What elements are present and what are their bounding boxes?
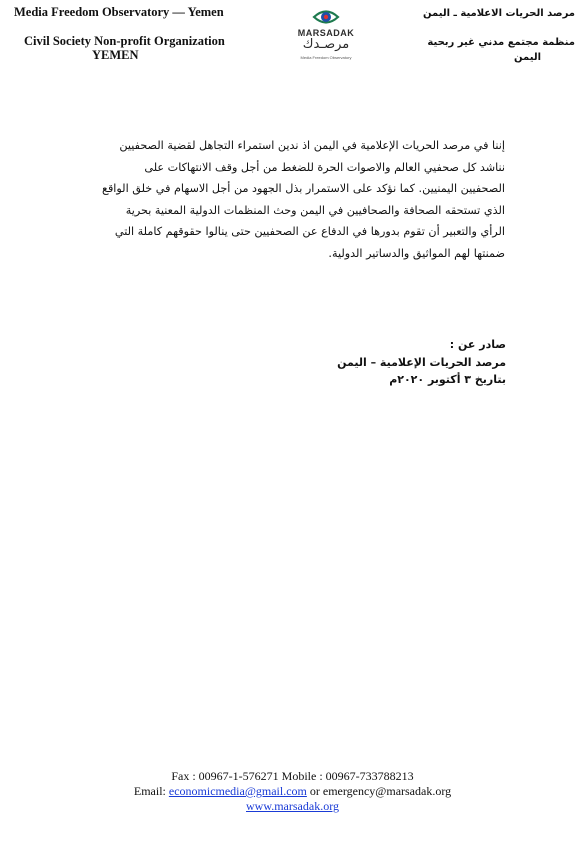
footer-email-prefix: Email: bbox=[133, 784, 169, 798]
issued-by-label: صادر عن : bbox=[449, 338, 506, 351]
logo bbox=[286, 4, 366, 64]
statement-line: الرأي والتعبير أن تقوم بدورها في الدفاع عن الصحفيين حتى ينالوا حقوقهم كاملة التي bbox=[114, 225, 505, 239]
header-arabic-country: اليمن bbox=[514, 52, 541, 63]
statement-line: ضمنتها لهم المواثيق والدساتير الدولية. bbox=[328, 246, 505, 260]
logo-arabic-wordmark: مرصـدك bbox=[302, 37, 350, 52]
header-english-country: YEMEN bbox=[92, 48, 139, 62]
header-arabic-title: مرصد الحريات الاعلامية ـ اليمن bbox=[423, 8, 575, 19]
statement-line: الذي تستحقه الصحافة والصحافيين في اليمن وحث المنظمات الدولية المعنية بحرية bbox=[125, 203, 505, 217]
statement-line: إننا في مرصد الحريات الإعلامية في اليمن اذ ندين استمراء التجاهل لقضية الصحفيين bbox=[119, 139, 505, 152]
logo-wordmark: MARSADAK bbox=[297, 28, 355, 38]
issuing-organization: مرصد الحريات الإعلامية – اليمن bbox=[337, 355, 506, 369]
footer-email-line bbox=[0, 784, 585, 799]
header-english-title: Media Freedom Observatory — Yemen bbox=[14, 5, 224, 19]
statement-line: نناشد كل صحفيي العالم والاصوات الحرة للضغط من أجل وقف الانتهاكات على bbox=[144, 160, 505, 174]
website-link[interactable]: www.marsadak.org bbox=[246, 799, 339, 813]
issue-date: بتاريخ ٣ أكتوبر ٢٠٢٠م bbox=[389, 373, 506, 386]
footer-contact-numbers: Fax : 00967-1-576271 Mobile : 00967-733788213 bbox=[171, 769, 414, 783]
footer-website-line bbox=[0, 799, 585, 814]
statement-line: الصحفيين اليمنيين. كما نؤكد على الاستمرار بذل الجهود من أجل الاسهام في خلق الواقع bbox=[101, 182, 505, 196]
statement-paragraph bbox=[102, 135, 505, 265]
logo-subtitle: Media Freedom Observatory bbox=[300, 55, 352, 60]
signature-block bbox=[337, 336, 506, 389]
email-link[interactable]: economicmedia@gmail.com bbox=[168, 784, 307, 798]
header-arabic-org-type: منظمة مجتمع مدني غير ربحية bbox=[427, 37, 575, 48]
footer-email-suffix: or emergency@marsadak.org bbox=[306, 784, 452, 798]
header-english-org-type: Civil Society Non-profit Organization bbox=[24, 34, 225, 48]
